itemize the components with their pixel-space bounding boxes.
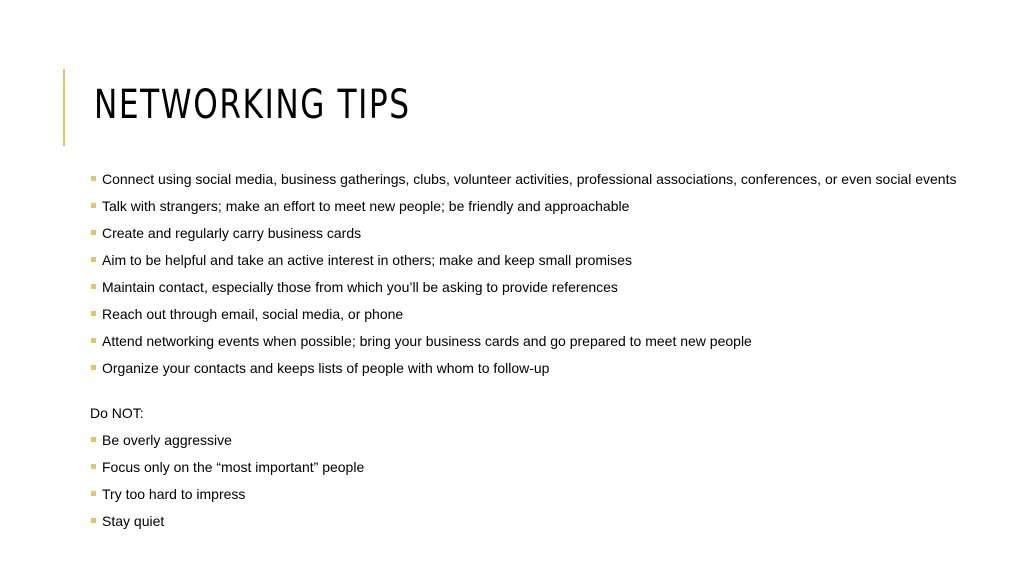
list-item: [90, 485, 970, 503]
list-item-text: Create and regularly carry business cards: [102, 225, 362, 241]
list-item-text: Reach out through email, social media, or phone: [102, 306, 404, 322]
list-item-text: Be overly aggressive: [102, 432, 232, 448]
square-bullet-icon: [91, 311, 96, 316]
list-item: [90, 305, 970, 323]
list-item: [90, 278, 970, 296]
list-item-text: Connect using social media, business gatherings, clubs, volunteer activities, professional associations, conferences, or even social events: [102, 171, 957, 187]
square-bullet-icon: [91, 464, 96, 469]
list-item-text: Talk with strangers; make an effort to meet new people; be friendly and approachable: [102, 198, 630, 214]
list-item: [90, 251, 970, 269]
square-bullet-icon: [91, 257, 96, 262]
list-item: [90, 431, 970, 449]
square-bullet-icon: [91, 365, 96, 370]
list-item-text: Maintain contact, especially those from which you’ll be asking to provide references: [102, 279, 618, 295]
square-bullet-icon: [91, 203, 96, 208]
donot-heading: Do NOT:: [90, 405, 144, 421]
list-item: [90, 512, 970, 530]
square-bullet-icon: [91, 491, 96, 496]
list-item: [90, 458, 970, 476]
square-bullet-icon: [91, 518, 96, 523]
list-item-text: Attend networking events when possible; bring your business cards and go prepared to meet new people: [102, 333, 752, 349]
list-item: [90, 197, 970, 215]
slide-title: NETWORKING TIPS: [94, 82, 411, 128]
square-bullet-icon: [91, 338, 96, 343]
title-accent-bar: [63, 69, 65, 146]
tips-list: [90, 170, 970, 377]
square-bullet-icon: [91, 437, 96, 442]
list-item-text: Organize your contacts and keeps lists of people with whom to follow-up: [102, 360, 550, 376]
donot-list: [90, 431, 970, 530]
slide-content: [90, 170, 970, 539]
list-item-text: Aim to be helpful and take an active interest in others; make and keep small promises: [102, 252, 632, 268]
list-item: [90, 170, 970, 188]
list-item: [90, 359, 970, 377]
list-item-text: Focus only on the “most important” people: [102, 459, 365, 475]
list-item-text: Try too hard to impress: [102, 486, 246, 502]
list-item-text: Stay quiet: [102, 513, 165, 529]
square-bullet-icon: [91, 176, 96, 181]
list-item: [90, 332, 970, 350]
square-bullet-icon: [91, 284, 96, 289]
square-bullet-icon: [91, 230, 96, 235]
list-item: [90, 224, 970, 242]
